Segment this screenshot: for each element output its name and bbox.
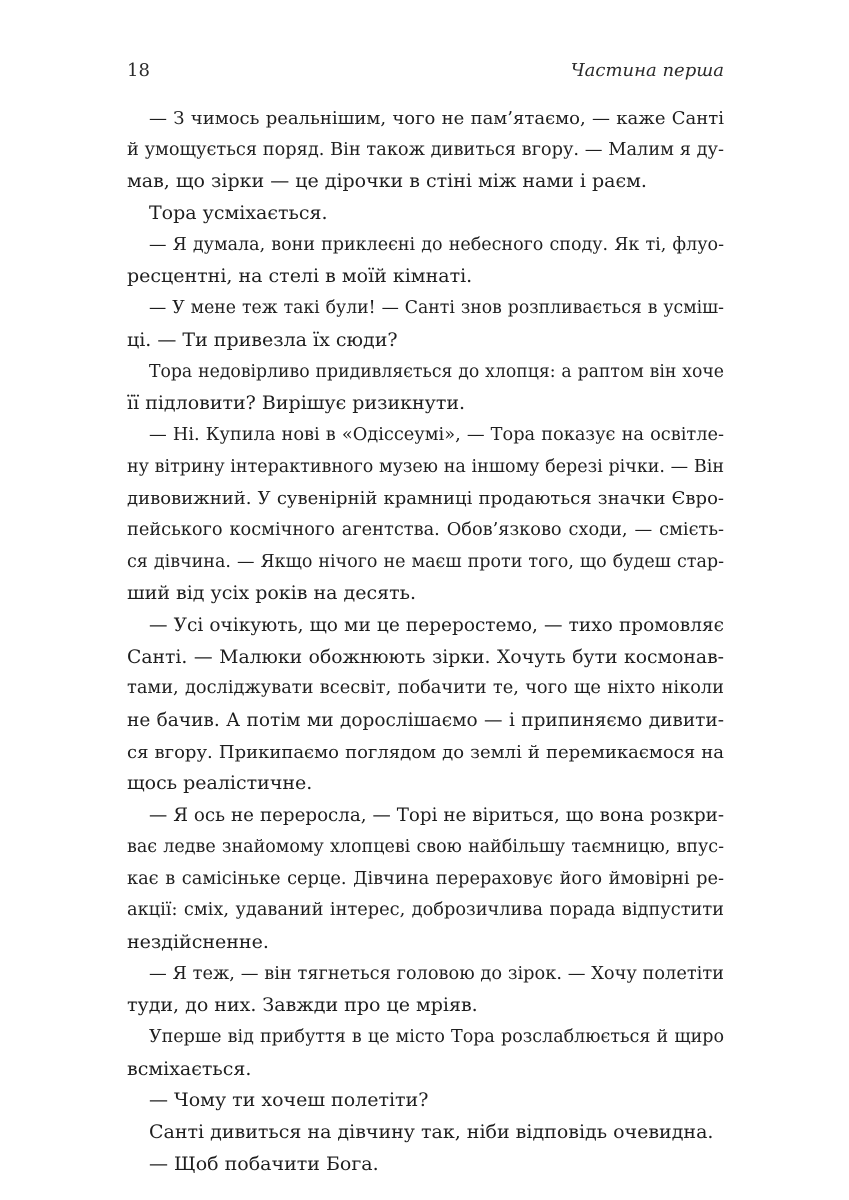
text-line: — Чому ти хочеш полетіти? xyxy=(149,1089,429,1112)
text-line: пейського космічного агентства. Обов’язково сходи, — смієть- xyxy=(127,519,724,540)
text-line: ся вгору. Прикипаємо поглядом до землі й перемикаємося на xyxy=(127,741,724,763)
text-line: Уперше від прибуття в це місто Тора розслаблюється й щиро xyxy=(149,1026,724,1047)
text-line: ший від усіх років на десять. xyxy=(127,582,416,605)
text-line: мав, що зірки — це дірочки в стіні між нами і раєм. xyxy=(127,170,647,193)
page-number: 18 xyxy=(127,60,150,81)
text-line: ну вітрину інтерактивного музею на іншому березі річки. — Він xyxy=(127,456,724,477)
text-line: й умощується поряд. Він також дивиться вгору. — Малим я ду- xyxy=(127,139,724,160)
text-line: — З чимось реальнішим, чого не пам’ятаємо, — каже Санті xyxy=(149,108,724,129)
text-line: — Я теж, — він тягнеться головою до зірок. — Хочу полетіти xyxy=(149,963,724,984)
text-line: — У мене теж такі були! — Санті знов розпливається в усміш- xyxy=(149,298,724,319)
text-line: ресцентні, на стелі в моїй кімнаті. xyxy=(127,265,473,288)
text-line: нездійсненне. xyxy=(127,930,269,953)
running-head: Частина перша xyxy=(570,60,724,81)
text-line: кає в самісіньке серце. Дівчина перераховує його ймовірні ре- xyxy=(127,868,724,889)
text-line: Тора недовірливо придивляється до хлопця: а раптом він хоче xyxy=(149,361,724,382)
text-line: — Я думала, вони приклеєні до небесного споду. Як ті, флуо- xyxy=(149,234,724,255)
text-line: акції: сміх, удаваний інтерес, доброзичлива порада відпустити xyxy=(127,900,724,921)
text-line: туди, до них. Завжди про це мріяв. xyxy=(127,994,478,1017)
text-line: Санті дивиться на дівчину так, ніби відповідь очевидна. xyxy=(149,1121,714,1143)
text-line: ся дівчина. — Якщо нічого не маєш проти того, що будеш стар- xyxy=(127,551,724,572)
text-line: щось реалістичне. xyxy=(127,772,313,795)
text-line: — Щоб побачити Бога. xyxy=(149,1152,379,1175)
text-line: Тора усміхається. xyxy=(149,202,328,225)
text-line: — Ні. Купила нові в «Одіссеумі», — Тора показує на освітле- xyxy=(149,424,724,445)
text-line: ці. — Ти привезла їх сюди? xyxy=(127,328,398,351)
text-line: — Я ось не переросла, — Торі не віриться, що вона розкри- xyxy=(149,805,724,827)
text-line: дивовижний. У сувенірній крамниці продаються значки Євро- xyxy=(127,488,724,510)
text-line: не бачив. А потім ми дорослішаємо — і припиняємо дивити- xyxy=(127,710,724,732)
page-header xyxy=(127,60,724,90)
text-line: — Усі очікують, що ми це переростемо, — тихо промовляє xyxy=(149,615,724,636)
text-line: її підловити? Вирішує ризикнути. xyxy=(127,392,466,415)
text-line: Санті. — Малюки обожнюють зірки. Хочуть бути космонав- xyxy=(127,646,724,668)
text-line: тами, досліджувати всесвіт, побачити те, чого ще ніхто ніколи xyxy=(127,678,724,699)
text-line: ває ледве знайомому хлопцеві свою найбільшу таємницю, впус- xyxy=(127,836,724,857)
body-text xyxy=(127,103,724,1180)
text-line: всміхається. xyxy=(127,1057,252,1080)
